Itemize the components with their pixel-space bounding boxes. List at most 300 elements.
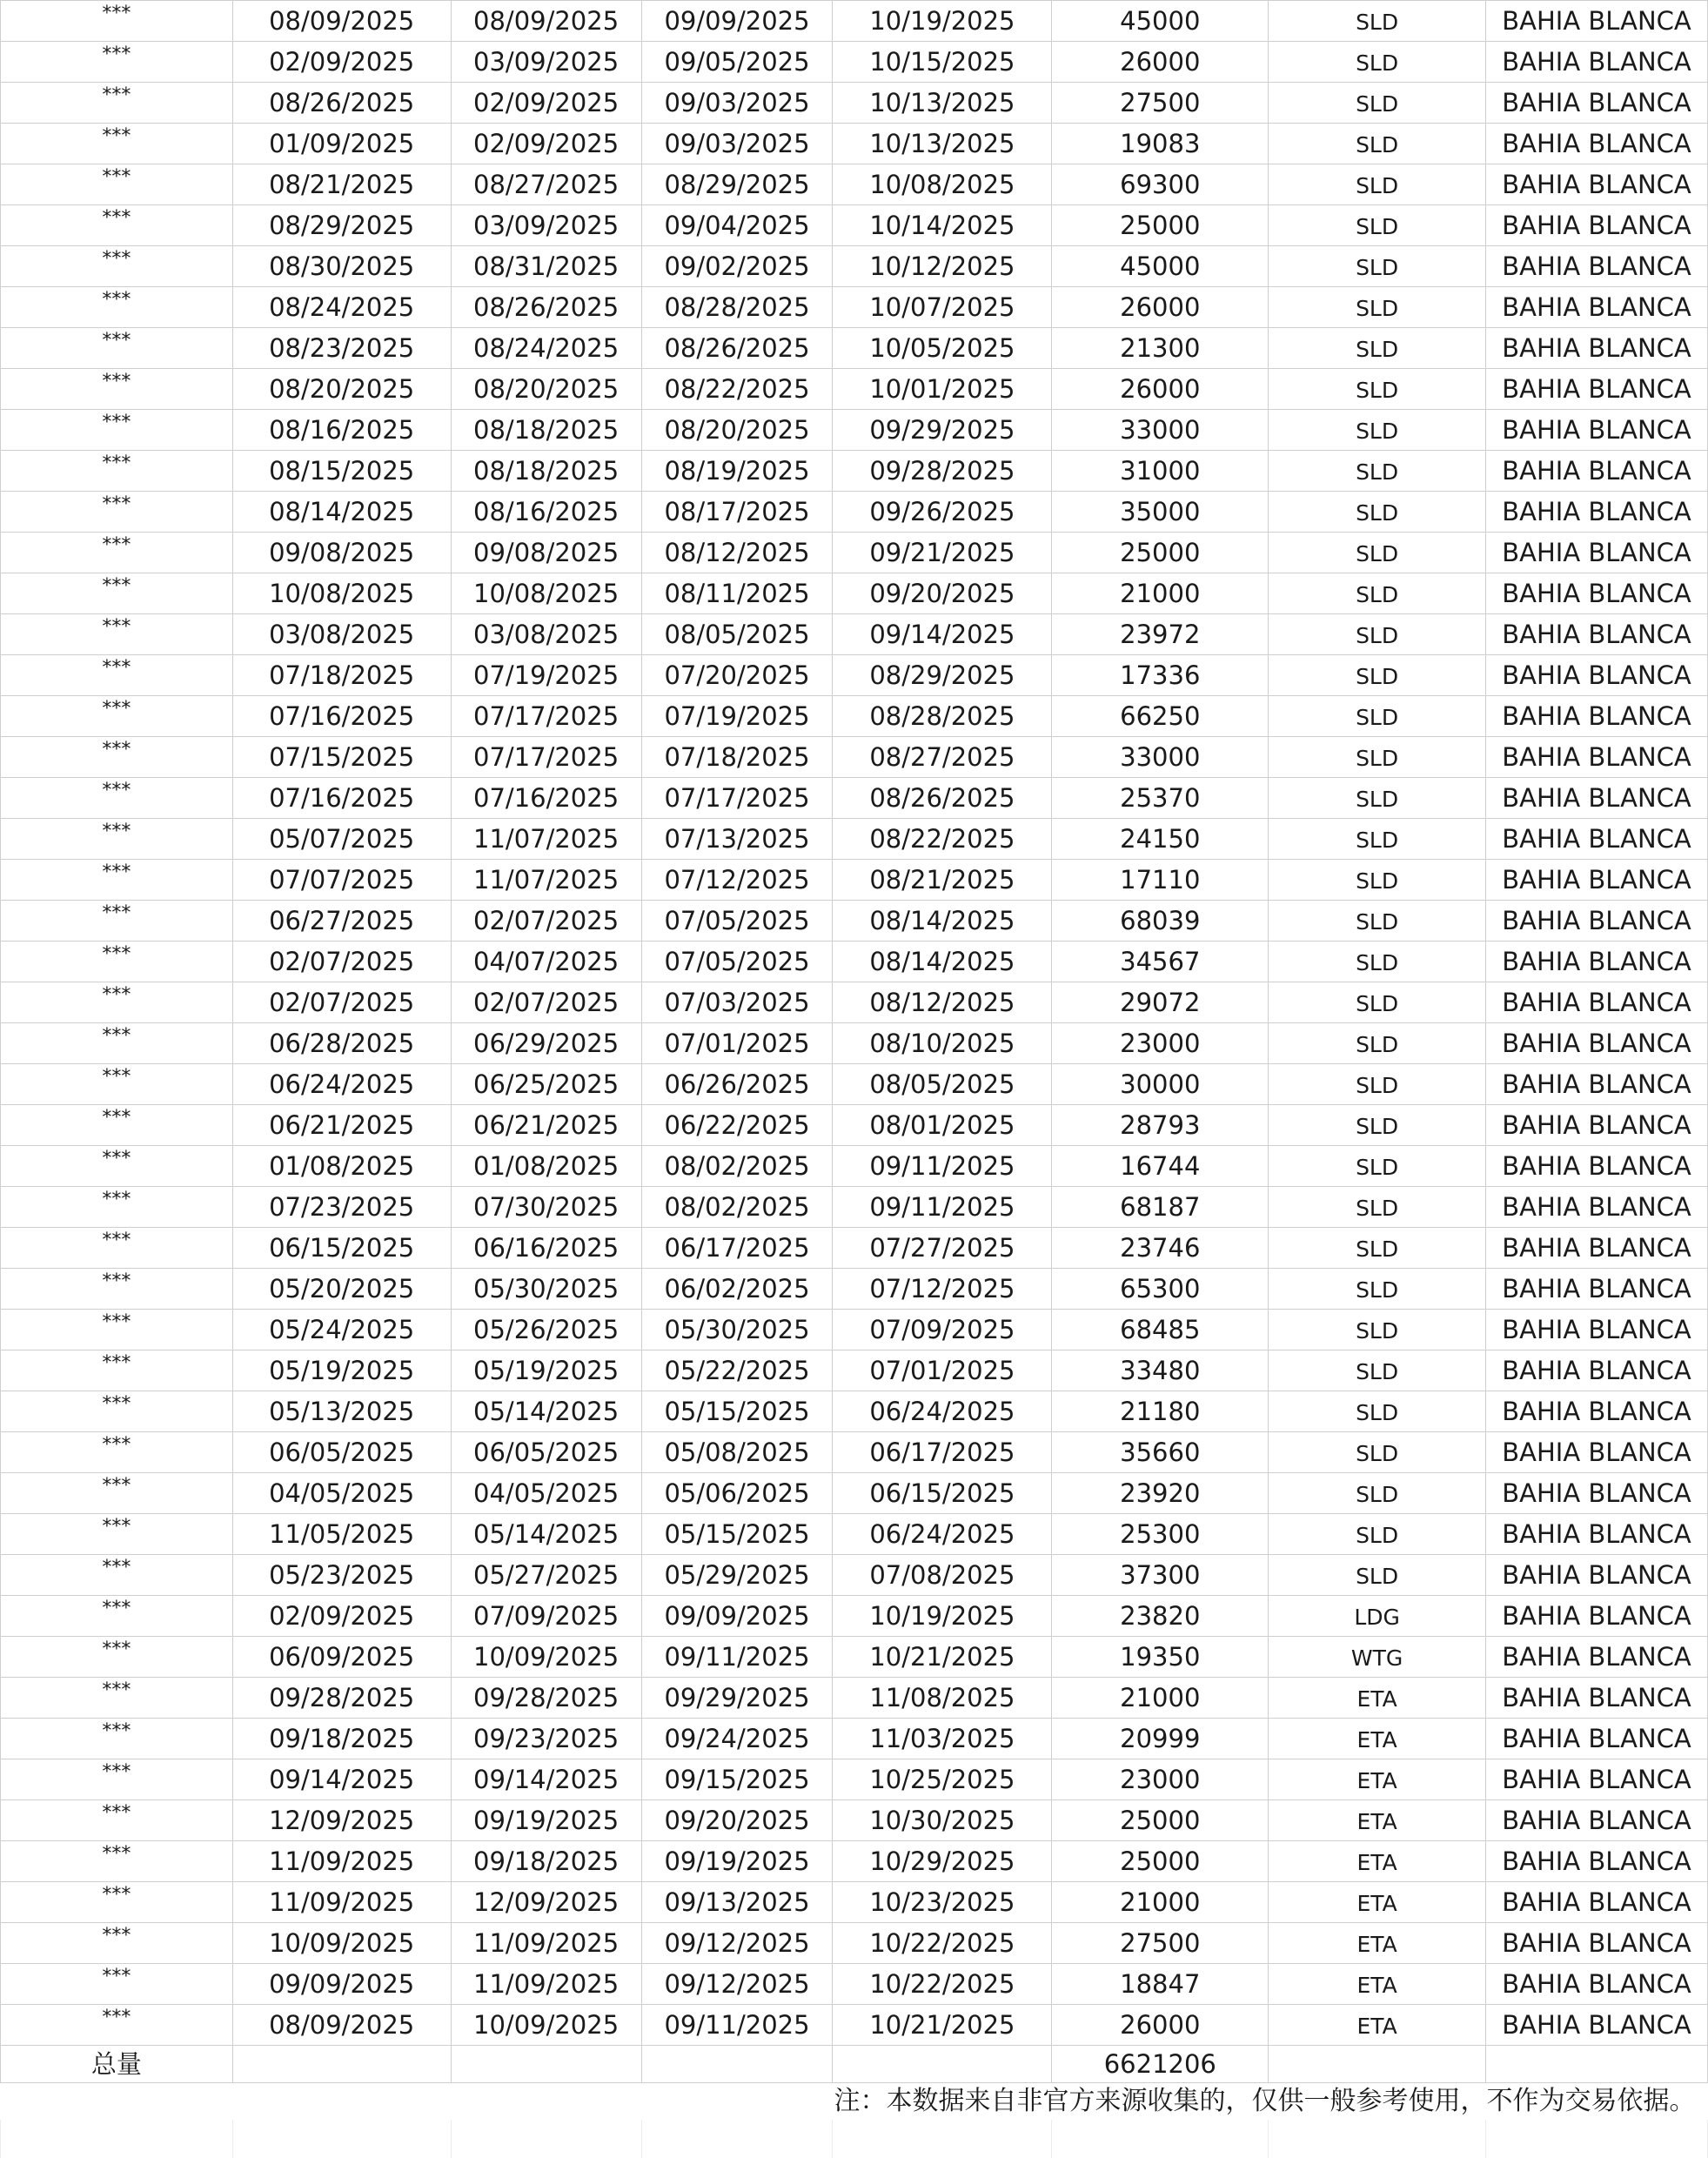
table-row [1,1637,1708,1678]
cell-date1: 07/07/2025 [232,860,451,901]
table-row [1,655,1708,696]
cell-status: SLD [1269,1514,1486,1555]
table-row [1,1,1708,42]
cell-quantity: 21000 [1052,1882,1269,1923]
cell-quantity: 28793 [1052,1105,1269,1146]
cell-id: *** [1,1350,233,1391]
cell-status: SLD [1269,614,1486,655]
cell-quantity: 25000 [1052,533,1269,573]
cell-port: BAHIA BLANCA [1485,533,1707,573]
cell-port: BAHIA BLANCA [1485,696,1707,737]
cell-port: BAHIA BLANCA [1485,1473,1707,1514]
cell-id: *** [1,205,233,246]
table-row [1,696,1708,737]
cell-quantity: 34567 [1052,942,1269,982]
cell-status: LDG [1269,1596,1486,1637]
cell-date2: 10/09/2025 [451,1637,641,1678]
cell-id: *** [1,737,233,778]
cell-date1: 05/20/2025 [232,1269,451,1310]
cell-date3: 09/15/2025 [641,1759,833,1800]
table-row [1,1759,1708,1800]
cell-port: BAHIA BLANCA [1485,1923,1707,1964]
cell-id: *** [1,533,233,573]
cell-date4: 11/03/2025 [833,1719,1052,1759]
table-row [1,1269,1708,1310]
table-row [1,573,1708,614]
cell-date2: 06/05/2025 [451,1432,641,1473]
cell-date1: 09/09/2025 [232,1964,451,2005]
cell-date3: 09/04/2025 [641,205,833,246]
cell-quantity: 66250 [1052,696,1269,737]
cell-date2: 10/08/2025 [451,573,641,614]
cell-date1: 06/15/2025 [232,1228,451,1269]
table-row [1,1432,1708,1473]
cell-date4: 07/12/2025 [833,1269,1052,1310]
cell-status: SLD [1269,1269,1486,1310]
cell-quantity: 68039 [1052,901,1269,942]
cell-id: *** [1,1432,233,1473]
cell-date3: 08/05/2025 [641,614,833,655]
cell-date3: 08/26/2025 [641,328,833,369]
cell-date4: 09/11/2025 [833,1187,1052,1228]
cell-date3: 05/15/2025 [641,1391,833,1432]
cell-status: ETA [1269,1800,1486,1841]
cell-date2: 05/30/2025 [451,1269,641,1310]
cell-quantity: 23746 [1052,1228,1269,1269]
cell-status: ETA [1269,1759,1486,1800]
cell-id: *** [1,778,233,819]
cell-date1: 08/09/2025 [232,2005,451,2046]
cell-status: SLD [1269,1105,1486,1146]
cell-port: BAHIA BLANCA [1485,1596,1707,1637]
cell-id: *** [1,1105,233,1146]
cell-port: BAHIA BLANCA [1485,778,1707,819]
cell-quantity: 24150 [1052,819,1269,860]
cell-date2: 05/27/2025 [451,1555,641,1596]
cell-quantity: 17336 [1052,655,1269,696]
cell-status: SLD [1269,246,1486,287]
table-row [1,246,1708,287]
cell-date2: 07/30/2025 [451,1187,641,1228]
cell-date3: 09/24/2025 [641,1719,833,1759]
cell-date3: 09/03/2025 [641,124,833,164]
cell-status: ETA [1269,1882,1486,1923]
cell-date1: 01/09/2025 [232,124,451,164]
cell-date2: 08/24/2025 [451,328,641,369]
cell-date2: 08/20/2025 [451,369,641,410]
table-row [1,1514,1708,1555]
cell-date3: 08/20/2025 [641,410,833,451]
cell-id: *** [1,83,233,124]
cell-date1: 08/15/2025 [232,451,451,492]
cell-date2: 03/09/2025 [451,42,641,83]
cell-status: SLD [1269,1350,1486,1391]
cell-date1: 01/08/2025 [232,1146,451,1187]
cell-date3: 09/19/2025 [641,1841,833,1882]
cell-date1: 02/09/2025 [232,1596,451,1637]
table-row [1,1800,1708,1841]
cell-quantity: 25000 [1052,1841,1269,1882]
cell-date3: 07/12/2025 [641,860,833,901]
cell-quantity: 68187 [1052,1187,1269,1228]
cell-date4: 08/21/2025 [833,860,1052,901]
table-row [1,1228,1708,1269]
cell-date4: 10/19/2025 [833,1596,1052,1637]
cell-date4: 07/01/2025 [833,1350,1052,1391]
cell-quantity: 19350 [1052,1637,1269,1678]
cell-id: *** [1,451,233,492]
cell-id: *** [1,1637,233,1678]
cell-date4: 09/11/2025 [833,1146,1052,1187]
table-row [1,737,1708,778]
cell-quantity: 35660 [1052,1432,1269,1473]
cell-date4: 08/12/2025 [833,982,1052,1023]
cell-date4: 10/12/2025 [833,246,1052,287]
cell-status: SLD [1269,287,1486,328]
cell-date3: 09/13/2025 [641,1882,833,1923]
table-row [1,1187,1708,1228]
cell-date4: 11/08/2025 [833,1678,1052,1719]
cell-quantity: 37300 [1052,1555,1269,1596]
cell-date3: 07/05/2025 [641,942,833,982]
cell-date4: 06/24/2025 [833,1514,1052,1555]
cell-date4: 09/29/2025 [833,410,1052,451]
cell-id: *** [1,246,233,287]
cell-date3: 08/19/2025 [641,451,833,492]
cell-id: *** [1,369,233,410]
cell-date4: 10/15/2025 [833,42,1052,83]
cell-date2: 07/19/2025 [451,655,641,696]
cell-status: SLD [1269,737,1486,778]
table-row [1,1964,1708,2005]
cell-date2: 02/07/2025 [451,982,641,1023]
cell-date4: 08/29/2025 [833,655,1052,696]
table-row [1,1882,1708,1923]
table-row [1,328,1708,369]
cell-port: BAHIA BLANCA [1485,1637,1707,1678]
cell-date1: 10/08/2025 [232,573,451,614]
cell-id: *** [1,1064,233,1105]
cell-status: SLD [1269,1310,1486,1350]
cell-port: BAHIA BLANCA [1485,2005,1707,2046]
cell-date4: 10/29/2025 [833,1841,1052,1882]
cell-id: *** [1,1596,233,1637]
cell-status: SLD [1269,819,1486,860]
cell-id: *** [1,1759,233,1800]
cell-date2: 05/26/2025 [451,1310,641,1350]
cell-status: SLD [1269,492,1486,533]
cell-id: *** [1,492,233,533]
cell-date1: 06/27/2025 [232,901,451,942]
cell-status: SLD [1269,1064,1486,1105]
cell-date3: 09/29/2025 [641,1678,833,1719]
cell-id: *** [1,573,233,614]
cell-date2: 06/16/2025 [451,1228,641,1269]
cell-port: BAHIA BLANCA [1485,83,1707,124]
cell-id: *** [1,328,233,369]
cell-date1: 06/28/2025 [232,1023,451,1064]
cell-id: *** [1,1514,233,1555]
cell-date3: 09/02/2025 [641,246,833,287]
cell-date2: 08/18/2025 [451,451,641,492]
cell-port: BAHIA BLANCA [1485,328,1707,369]
cell-quantity: 21000 [1052,573,1269,614]
cell-date1: 02/09/2025 [232,42,451,83]
table-row [1,982,1708,1023]
cell-date1: 03/08/2025 [232,614,451,655]
total-quantity: 6621206 [1052,2046,1269,2083]
table-row [1,1105,1708,1146]
cell-date2: 08/16/2025 [451,492,641,533]
cell-date1: 09/08/2025 [232,533,451,573]
cell-port: BAHIA BLANCA [1485,614,1707,655]
cell-date4: 08/14/2025 [833,901,1052,942]
cell-date1: 08/24/2025 [232,287,451,328]
table-row [1,1391,1708,1432]
table-row [1,42,1708,83]
cell-date1: 05/13/2025 [232,1391,451,1432]
cell-date3: 08/28/2025 [641,287,833,328]
cell-date1: 07/18/2025 [232,655,451,696]
cell-date3: 09/09/2025 [641,1596,833,1637]
table-row [1,901,1708,942]
cell-date4: 09/14/2025 [833,614,1052,655]
cell-date3: 08/02/2025 [641,1187,833,1228]
cell-date4: 10/13/2025 [833,124,1052,164]
cell-id: *** [1,1023,233,1064]
cell-date4: 06/15/2025 [833,1473,1052,1514]
table-row [1,1841,1708,1882]
cell-port: BAHIA BLANCA [1485,942,1707,982]
cell-status: SLD [1269,1228,1486,1269]
cell-date4: 10/08/2025 [833,164,1052,205]
cell-status: ETA [1269,1678,1486,1719]
cell-date4: 08/14/2025 [833,942,1052,982]
cell-date1: 12/09/2025 [232,1800,451,1841]
cell-date1: 11/09/2025 [232,1882,451,1923]
cell-date1: 08/29/2025 [232,205,451,246]
cell-port: BAHIA BLANCA [1485,860,1707,901]
cell-quantity: 20999 [1052,1719,1269,1759]
cell-status: SLD [1269,1432,1486,1473]
table-row [1,819,1708,860]
cell-status: SLD [1269,696,1486,737]
cell-port: BAHIA BLANCA [1485,1228,1707,1269]
table-row [1,492,1708,533]
cell-quantity: 35000 [1052,492,1269,533]
cell-port: BAHIA BLANCA [1485,287,1707,328]
cell-date2: 08/27/2025 [451,164,641,205]
cell-date1: 05/07/2025 [232,819,451,860]
cell-id: *** [1,124,233,164]
cell-date2: 06/29/2025 [451,1023,641,1064]
cell-status: SLD [1269,83,1486,124]
cell-date1: 02/07/2025 [232,942,451,982]
disclaimer-note: 注：本数据来自非官方来源收集的，仅供一般参考使用，不作为交易依据。 [1,2083,1708,2121]
cell-status: SLD [1269,1391,1486,1432]
cell-date2: 08/26/2025 [451,287,641,328]
cell-date2: 09/08/2025 [451,533,641,573]
table-row [1,83,1708,124]
cell-quantity: 23820 [1052,1596,1269,1637]
cell-date2: 09/14/2025 [451,1759,641,1800]
cell-id: *** [1,942,233,982]
cell-port: BAHIA BLANCA [1485,1841,1707,1882]
cell-date3: 09/12/2025 [641,1964,833,2005]
table-row [1,1473,1708,1514]
cell-date2: 09/28/2025 [451,1678,641,1719]
cell-quantity: 31000 [1052,451,1269,492]
cell-status: SLD [1269,860,1486,901]
table-row [1,410,1708,451]
cell-id: *** [1,1187,233,1228]
cell-port: BAHIA BLANCA [1485,901,1707,942]
cell-id: *** [1,1269,233,1310]
cell-date4: 10/05/2025 [833,328,1052,369]
cell-date3: 09/09/2025 [641,1,833,42]
cell-status: SLD [1269,410,1486,451]
cell-status: SLD [1269,1146,1486,1187]
table-row [1,451,1708,492]
cell-date4: 08/01/2025 [833,1105,1052,1146]
cell-date3: 08/12/2025 [641,533,833,573]
cell-date1: 07/16/2025 [232,696,451,737]
cell-date4: 09/26/2025 [833,492,1052,533]
cell-date2: 09/18/2025 [451,1841,641,1882]
cell-status: SLD [1269,164,1486,205]
cell-date1: 08/23/2025 [232,328,451,369]
cell-quantity: 23000 [1052,1759,1269,1800]
table-row [1,1923,1708,1964]
cell-date1: 08/16/2025 [232,410,451,451]
cell-date1: 09/14/2025 [232,1759,451,1800]
cell-quantity: 45000 [1052,1,1269,42]
table-row [1,1146,1708,1187]
cell-date3: 08/17/2025 [641,492,833,533]
cell-id: *** [1,1923,233,1964]
cell-port: BAHIA BLANCA [1485,819,1707,860]
cell-date3: 06/22/2025 [641,1105,833,1146]
cell-date1: 06/24/2025 [232,1064,451,1105]
cell-id: *** [1,1146,233,1187]
cell-quantity: 33480 [1052,1350,1269,1391]
cell-date4: 06/17/2025 [833,1432,1052,1473]
cell-id: *** [1,42,233,83]
cell-port: BAHIA BLANCA [1485,1759,1707,1800]
note-row [1,2083,1708,2121]
cell-date4: 08/27/2025 [833,737,1052,778]
cell-date4: 08/26/2025 [833,778,1052,819]
cell-date2: 09/19/2025 [451,1800,641,1841]
cell-status: SLD [1269,451,1486,492]
cell-date3: 05/22/2025 [641,1350,833,1391]
cell-date1: 05/19/2025 [232,1350,451,1391]
cell-status: SLD [1269,573,1486,614]
table-row [1,2005,1708,2046]
cell-port: BAHIA BLANCA [1485,1678,1707,1719]
cell-port: BAHIA BLANCA [1485,573,1707,614]
table-row [1,1064,1708,1105]
cell-date3: 09/11/2025 [641,1637,833,1678]
total-label: 总量 [1,2046,233,2083]
cell-date2: 11/09/2025 [451,1923,641,1964]
cell-date1: 02/07/2025 [232,982,451,1023]
cell-status: SLD [1269,982,1486,1023]
cell-port: BAHIA BLANCA [1485,492,1707,533]
cell-date3: 09/03/2025 [641,83,833,124]
cell-date4: 09/21/2025 [833,533,1052,573]
cell-date2: 07/17/2025 [451,696,641,737]
cell-date2: 10/09/2025 [451,2005,641,2046]
cell-quantity: 19083 [1052,124,1269,164]
cell-quantity: 26000 [1052,42,1269,83]
cell-status: ETA [1269,1923,1486,1964]
cell-date3: 07/13/2025 [641,819,833,860]
cell-date1: 08/21/2025 [232,164,451,205]
cell-id: *** [1,1800,233,1841]
cell-port: BAHIA BLANCA [1485,369,1707,410]
cell-quantity: 18847 [1052,1964,1269,2005]
cell-quantity: 65300 [1052,1269,1269,1310]
cell-date3: 07/20/2025 [641,655,833,696]
cell-port: BAHIA BLANCA [1485,737,1707,778]
cell-date2: 02/09/2025 [451,83,641,124]
cell-quantity: 23920 [1052,1473,1269,1514]
cell-date3: 05/15/2025 [641,1514,833,1555]
cell-quantity: 21180 [1052,1391,1269,1432]
cell-date3: 05/08/2025 [641,1432,833,1473]
cell-port: BAHIA BLANCA [1485,1,1707,42]
cell-date4: 10/30/2025 [833,1800,1052,1841]
cell-date4: 09/28/2025 [833,451,1052,492]
cell-port: BAHIA BLANCA [1485,982,1707,1023]
cell-date1: 06/09/2025 [232,1637,451,1678]
table-row [1,124,1708,164]
cell-quantity: 30000 [1052,1064,1269,1105]
cell-port: BAHIA BLANCA [1485,1350,1707,1391]
cell-port: BAHIA BLANCA [1485,1964,1707,2005]
cell-date4: 10/14/2025 [833,205,1052,246]
cell-date4: 10/23/2025 [833,1882,1052,1923]
cell-date3: 05/30/2025 [641,1310,833,1350]
cell-id: *** [1,982,233,1023]
cell-date1: 11/09/2025 [232,1841,451,1882]
table-row [1,778,1708,819]
cell-quantity: 25000 [1052,205,1269,246]
cell-date2: 07/17/2025 [451,737,641,778]
table-row [1,369,1708,410]
cell-status: SLD [1269,1,1486,42]
cell-date2: 03/08/2025 [451,614,641,655]
cell-status: ETA [1269,1841,1486,1882]
cell-status: SLD [1269,1473,1486,1514]
cell-date4: 08/22/2025 [833,819,1052,860]
table-row [1,1596,1708,1637]
cell-date2: 07/09/2025 [451,1596,641,1637]
cell-id: *** [1,1841,233,1882]
cell-id: *** [1,410,233,451]
cell-id: *** [1,287,233,328]
cell-date2: 09/23/2025 [451,1719,641,1759]
table-row [1,287,1708,328]
cell-status: ETA [1269,1719,1486,1759]
cell-port: BAHIA BLANCA [1485,1514,1707,1555]
cell-date3: 09/20/2025 [641,1800,833,1841]
cell-date3: 09/05/2025 [641,42,833,83]
cell-id: *** [1,614,233,655]
cell-date3: 09/11/2025 [641,2005,833,2046]
cell-date2: 05/14/2025 [451,1391,641,1432]
